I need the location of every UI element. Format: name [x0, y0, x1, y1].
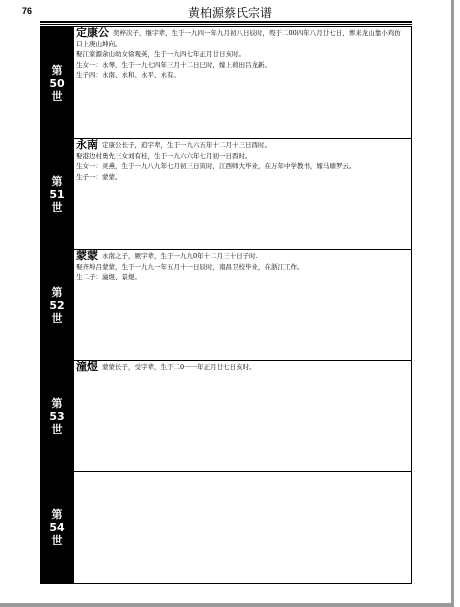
generation-entry [73, 139, 411, 250]
entry-first-line [76, 28, 407, 49]
generation-label-text: 第 51 世 [49, 175, 65, 214]
entry-line: 生子四：永南、永和、永平、永有。 [76, 71, 180, 79]
generation-row [41, 27, 411, 139]
genealogy-table [40, 26, 412, 584]
generation-row [41, 138, 411, 250]
page-title: 黄柏源蔡氏宗谱 [187, 6, 272, 20]
generation-label-text: 第 53 世 [49, 397, 65, 436]
entry-line: 生子一：蒙蒙。 [76, 172, 122, 181]
entry-text: 蒙蒙长子，受字辈，生于二0一一年正月廿七日亥时。 [102, 363, 256, 371]
person-name: 定康公 [76, 26, 109, 39]
entry-line: 娶江家源余山幼女徐观英，生于一九四七年正月廿日亥时。 [76, 50, 245, 58]
generation-label-text: 第 52 世 [49, 286, 65, 325]
generation-entry [73, 472, 411, 583]
entry-first-line [76, 251, 407, 262]
header-rule [40, 21, 412, 23]
page-shadow [451, 0, 454, 607]
generation-row [41, 360, 411, 472]
generation-entry [73, 361, 411, 472]
entry-text: 永南之子，厥字辈，生于一九九0年十二月三十日子时. [102, 252, 258, 260]
entry-line: 生女一：灵燕，生于一九八九年七月初三日寅时，江西师大毕业，在万年中学教书，嫁马塘罗云。 [76, 162, 356, 170]
entry-line: 生二子：潼煜、景煜。 [76, 273, 141, 281]
generation-label-text: 第 54 世 [49, 508, 65, 547]
entry-line: 娶齐埠吕蒙蒙，生于一九九一年五月十一日辰时，南昌卫校毕业，在浙江工作。 [76, 262, 304, 271]
generation-entry [73, 250, 411, 361]
person-name: 潼煜 [76, 360, 98, 373]
header-rule [40, 24, 412, 25]
page-shadow [0, 603, 454, 607]
generation-label [41, 139, 73, 250]
generation-label [41, 27, 73, 139]
entry-line: 娶港边村勇先三女刘有桂，生于一九六六年七月初一日酉时。 [76, 151, 252, 160]
person-name: 蒙蒙 [76, 249, 98, 262]
generation-row [41, 249, 411, 361]
generation-label-text: 第 50 世 [49, 63, 65, 103]
generation-label [41, 250, 73, 361]
person-name: 永南 [76, 138, 98, 151]
generation-entry [73, 27, 411, 139]
entry-text: 奕梓次子，继字辈，生于一九四一年九月初八日辰时，殁于二00四年八月廿七日，葬来龙山靠小鸡仿口上庚山坤向。 [76, 29, 401, 48]
generation-label [41, 472, 73, 583]
entry-first-line [76, 140, 407, 151]
entry-line: 生女一：永琴，生于一九七四年三月十二日巳时，嫁上荷田吕龙新。 [76, 60, 271, 69]
entry-first-line [76, 362, 407, 373]
page-number: 76 [22, 6, 33, 16]
generation-row [41, 471, 411, 583]
entry-text: 定康公长子，追字辈，生于一九六五年十二月十三日酉时。 [102, 141, 271, 149]
generation-label [41, 361, 73, 472]
